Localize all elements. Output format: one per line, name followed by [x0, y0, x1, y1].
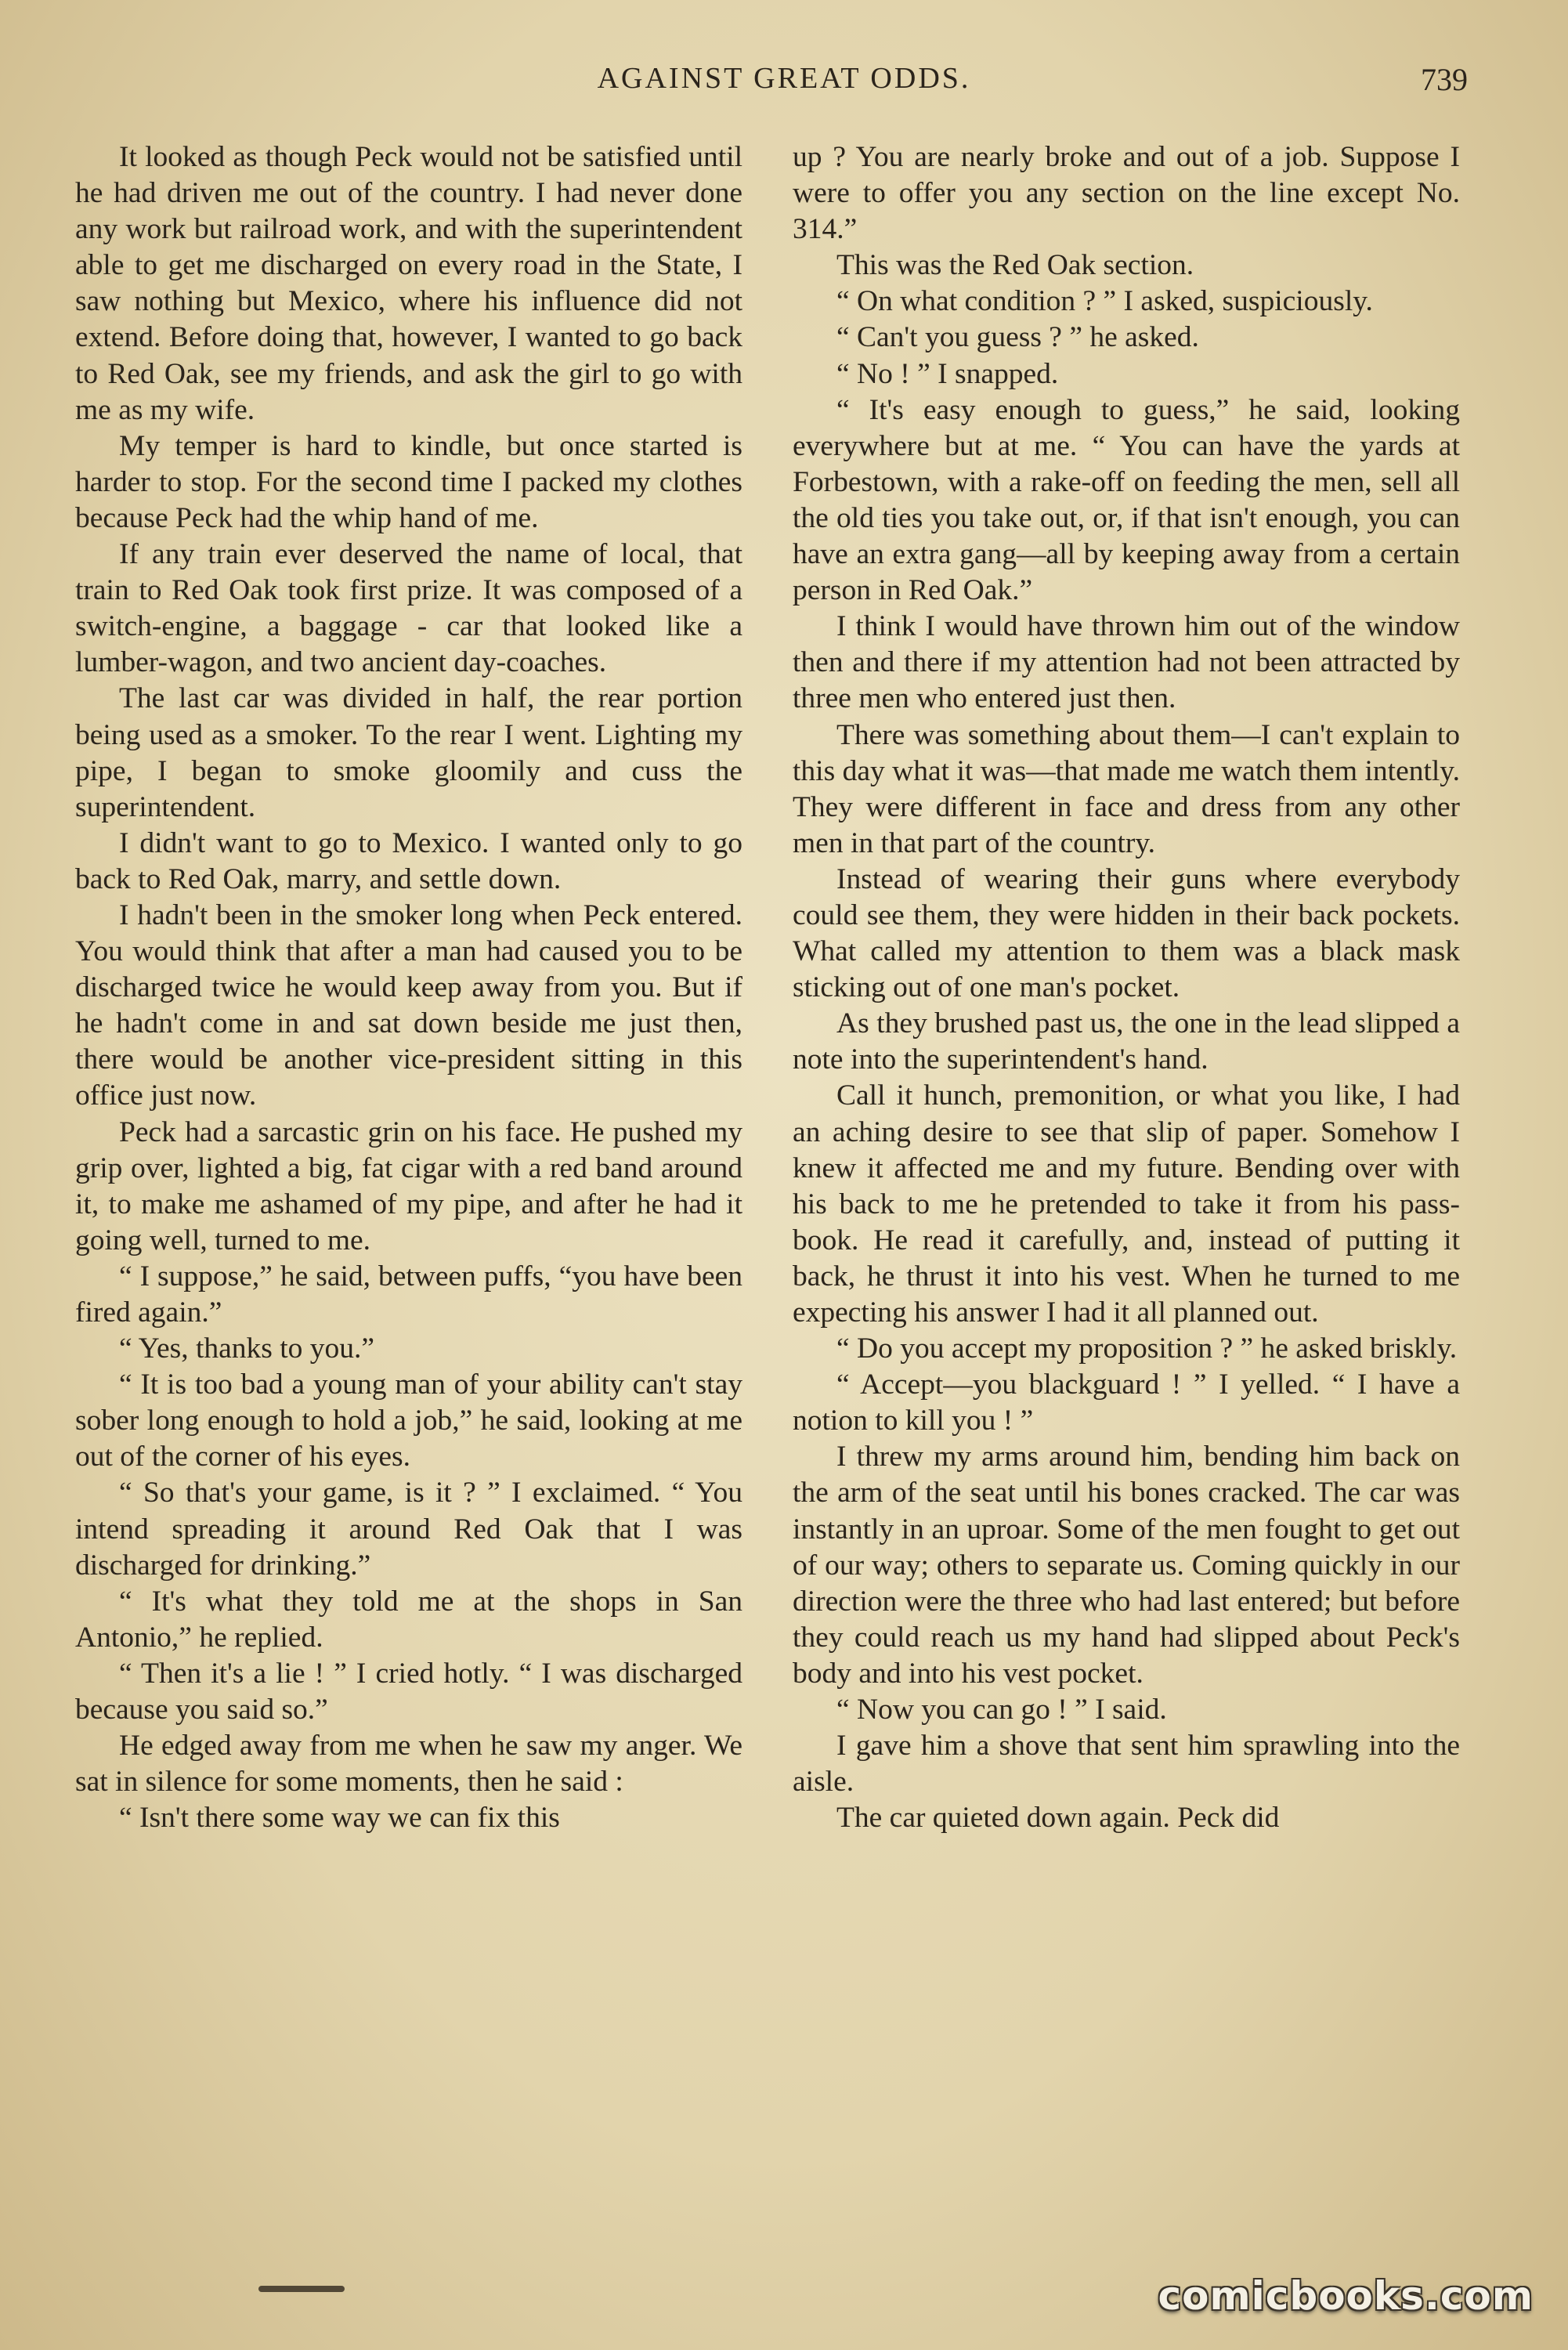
paragraph: “ Isn't there some way we can fix this — [119, 1802, 560, 1835]
paragraph: up ? You are nearly broke and out of a job. Suppose I were to offer you any section on the line except No. 314.” — [793, 141, 1460, 246]
paragraph: “ I suppose,” he said, between puffs, “you have been fired again.” — [75, 1260, 742, 1329]
paragraph: As they brushed past us, the one in the lead slipped a note into the superintendent's hand. — [793, 1007, 1460, 1076]
paragraph: He edged away from me when he saw my anger. We sat in silence for some moments, then he said : — [75, 1730, 742, 1799]
page-header — [0, 61, 1568, 108]
paragraph: Call it hunch, premonition, or what you like, I had an aching desire to see that slip of paper. Somehow I knew it affected me and my future. Bending over with his back to me he pretended to take it from his pass-book. He read it carefully, and, instead of putting it back, he thrust it into his vest. When he turned to me expecting his answer I had it all planned out. — [793, 1079, 1460, 1329]
watermark-logo: comicbooks.com — [1158, 2273, 1534, 2319]
paragraph: “ No ! ” I snapped. — [836, 357, 1059, 390]
paragraph: “ Then it's a lie ! ” I cried hotly. “ I was discharged because you said so.” — [75, 1657, 742, 1726]
paragraph: Instead of wearing their guns where everybody could see them, they were hidden in their back pockets. What called my attention to them was a black mask sticking out of one man's pocket. — [793, 862, 1460, 1004]
paragraph: “ It's what they told me at the shops in San Antonio,” he replied. — [75, 1585, 742, 1654]
paragraph: “ Yes, thanks to you.” — [119, 1332, 375, 1365]
paragraph: I think I would have thrown him out of the window then and there if my attention had not been attracted by three men who entered just then. — [793, 610, 1460, 715]
paragraph: If any train ever deserved the name of local, that train to Red Oak took first prize. It was composed of a switch-engine, a baggage - car that looked like a lumber-wagon, and two ancient day-coaches. — [75, 538, 742, 679]
paragraph: “ On what condition ? ” I asked, suspiciously. — [836, 285, 1373, 318]
paragraph: “ It is too bad a young man of your ability can't stay sober long enough to hold a job,” he said, looking at me out of the corner of his eyes. — [75, 1368, 742, 1473]
left-column — [75, 139, 742, 1836]
paragraph: I gave him a shove that sent him sprawling into the aisle. — [793, 1730, 1460, 1799]
paragraph: “ It's easy enough to guess,” he said, looking everywhere but at me. “ You can have the yards at Forbestown, with a rake-off on feeding the men, sell all the old ties you take out, or, if that isn't enough, you can have an extra gang—all by keeping away from a certain person in Red Oak.” — [793, 393, 1460, 607]
paragraph: My temper is hard to kindle, but once started is harder to stop. For the second time I packed my clothes because Peck had the whip hand of me. — [75, 429, 742, 534]
ink-smudge — [258, 2286, 345, 2292]
paragraph: I hadn't been in the smoker long when Peck entered. You would think that after a man had caused you to be discharged twice he would keep away from you. But if he hadn't come in and sat down beside me just then, there would be another vice-president sitting in this office just now. — [75, 898, 742, 1112]
paragraph: “ Now you can go ! ” I said. — [836, 1694, 1167, 1726]
paragraph: There was something about them—I can't explain to this day what it was—that made me watch them intently. They were different in face and dress from any other men in that part of the country. — [793, 718, 1460, 859]
paragraph: I threw my arms around him, bending him back on the arm of the seat until his bones cracked. The car was instantly in an uproar. Some of the men fought to get out of our way; others to separate us. Coming quickly in our direction were the three who had last entered; but before they could reach us my hand had slipped about Peck's body and into his vest pocket. — [793, 1441, 1460, 1690]
right-column — [793, 139, 1460, 1836]
paragraph: Peck had a sarcastic grin on his face. He pushed my grip over, lighted a big, fat cigar with a red band around it, to make me ashamed of my pipe, and after he had it going well, turned to me. — [75, 1115, 742, 1256]
page-number: 739 — [1421, 62, 1468, 97]
paragraph: “ Accept—you blackguard ! ” I yelled. “ I have a notion to kill you ! ” — [793, 1368, 1460, 1437]
paragraph: “ So that's your game, is it ? ” I exclaimed. “ You intend spreading it around Red Oak that I was discharged for drinking.” — [75, 1477, 742, 1582]
paragraph: The car quieted down again. Peck did — [836, 1802, 1280, 1835]
paragraph: This was the Red Oak section. — [836, 249, 1194, 282]
paragraph: “ Do you accept my proposition ? ” he asked briskly. — [836, 1332, 1458, 1365]
paragraph: “ Can't you guess ? ” he asked. — [836, 321, 1199, 354]
running-title: AGAINST GREAT ODDS. — [597, 62, 971, 95]
paragraph: It looked as though Peck would not be satisfied until he had driven me out of the country. I had never done any work but railroad work, and with the superintendent able to get me discharged on every road in the State, I saw nothing but Mexico, where his influence did not extend. Before doing that, however, I wanted to go back to Red Oak, see my friends, and ask the girl to go with me as my wife. — [75, 141, 742, 426]
paragraph: I didn't want to go to Mexico. I wanted only to go back to Red Oak, marry, and settle down. — [75, 826, 742, 895]
paragraph: The last car was divided in half, the rear portion being used as a smoker. To the rear I went. Lighting my pipe, I began to smoke gloomily and cuss the superintendent. — [75, 682, 742, 823]
